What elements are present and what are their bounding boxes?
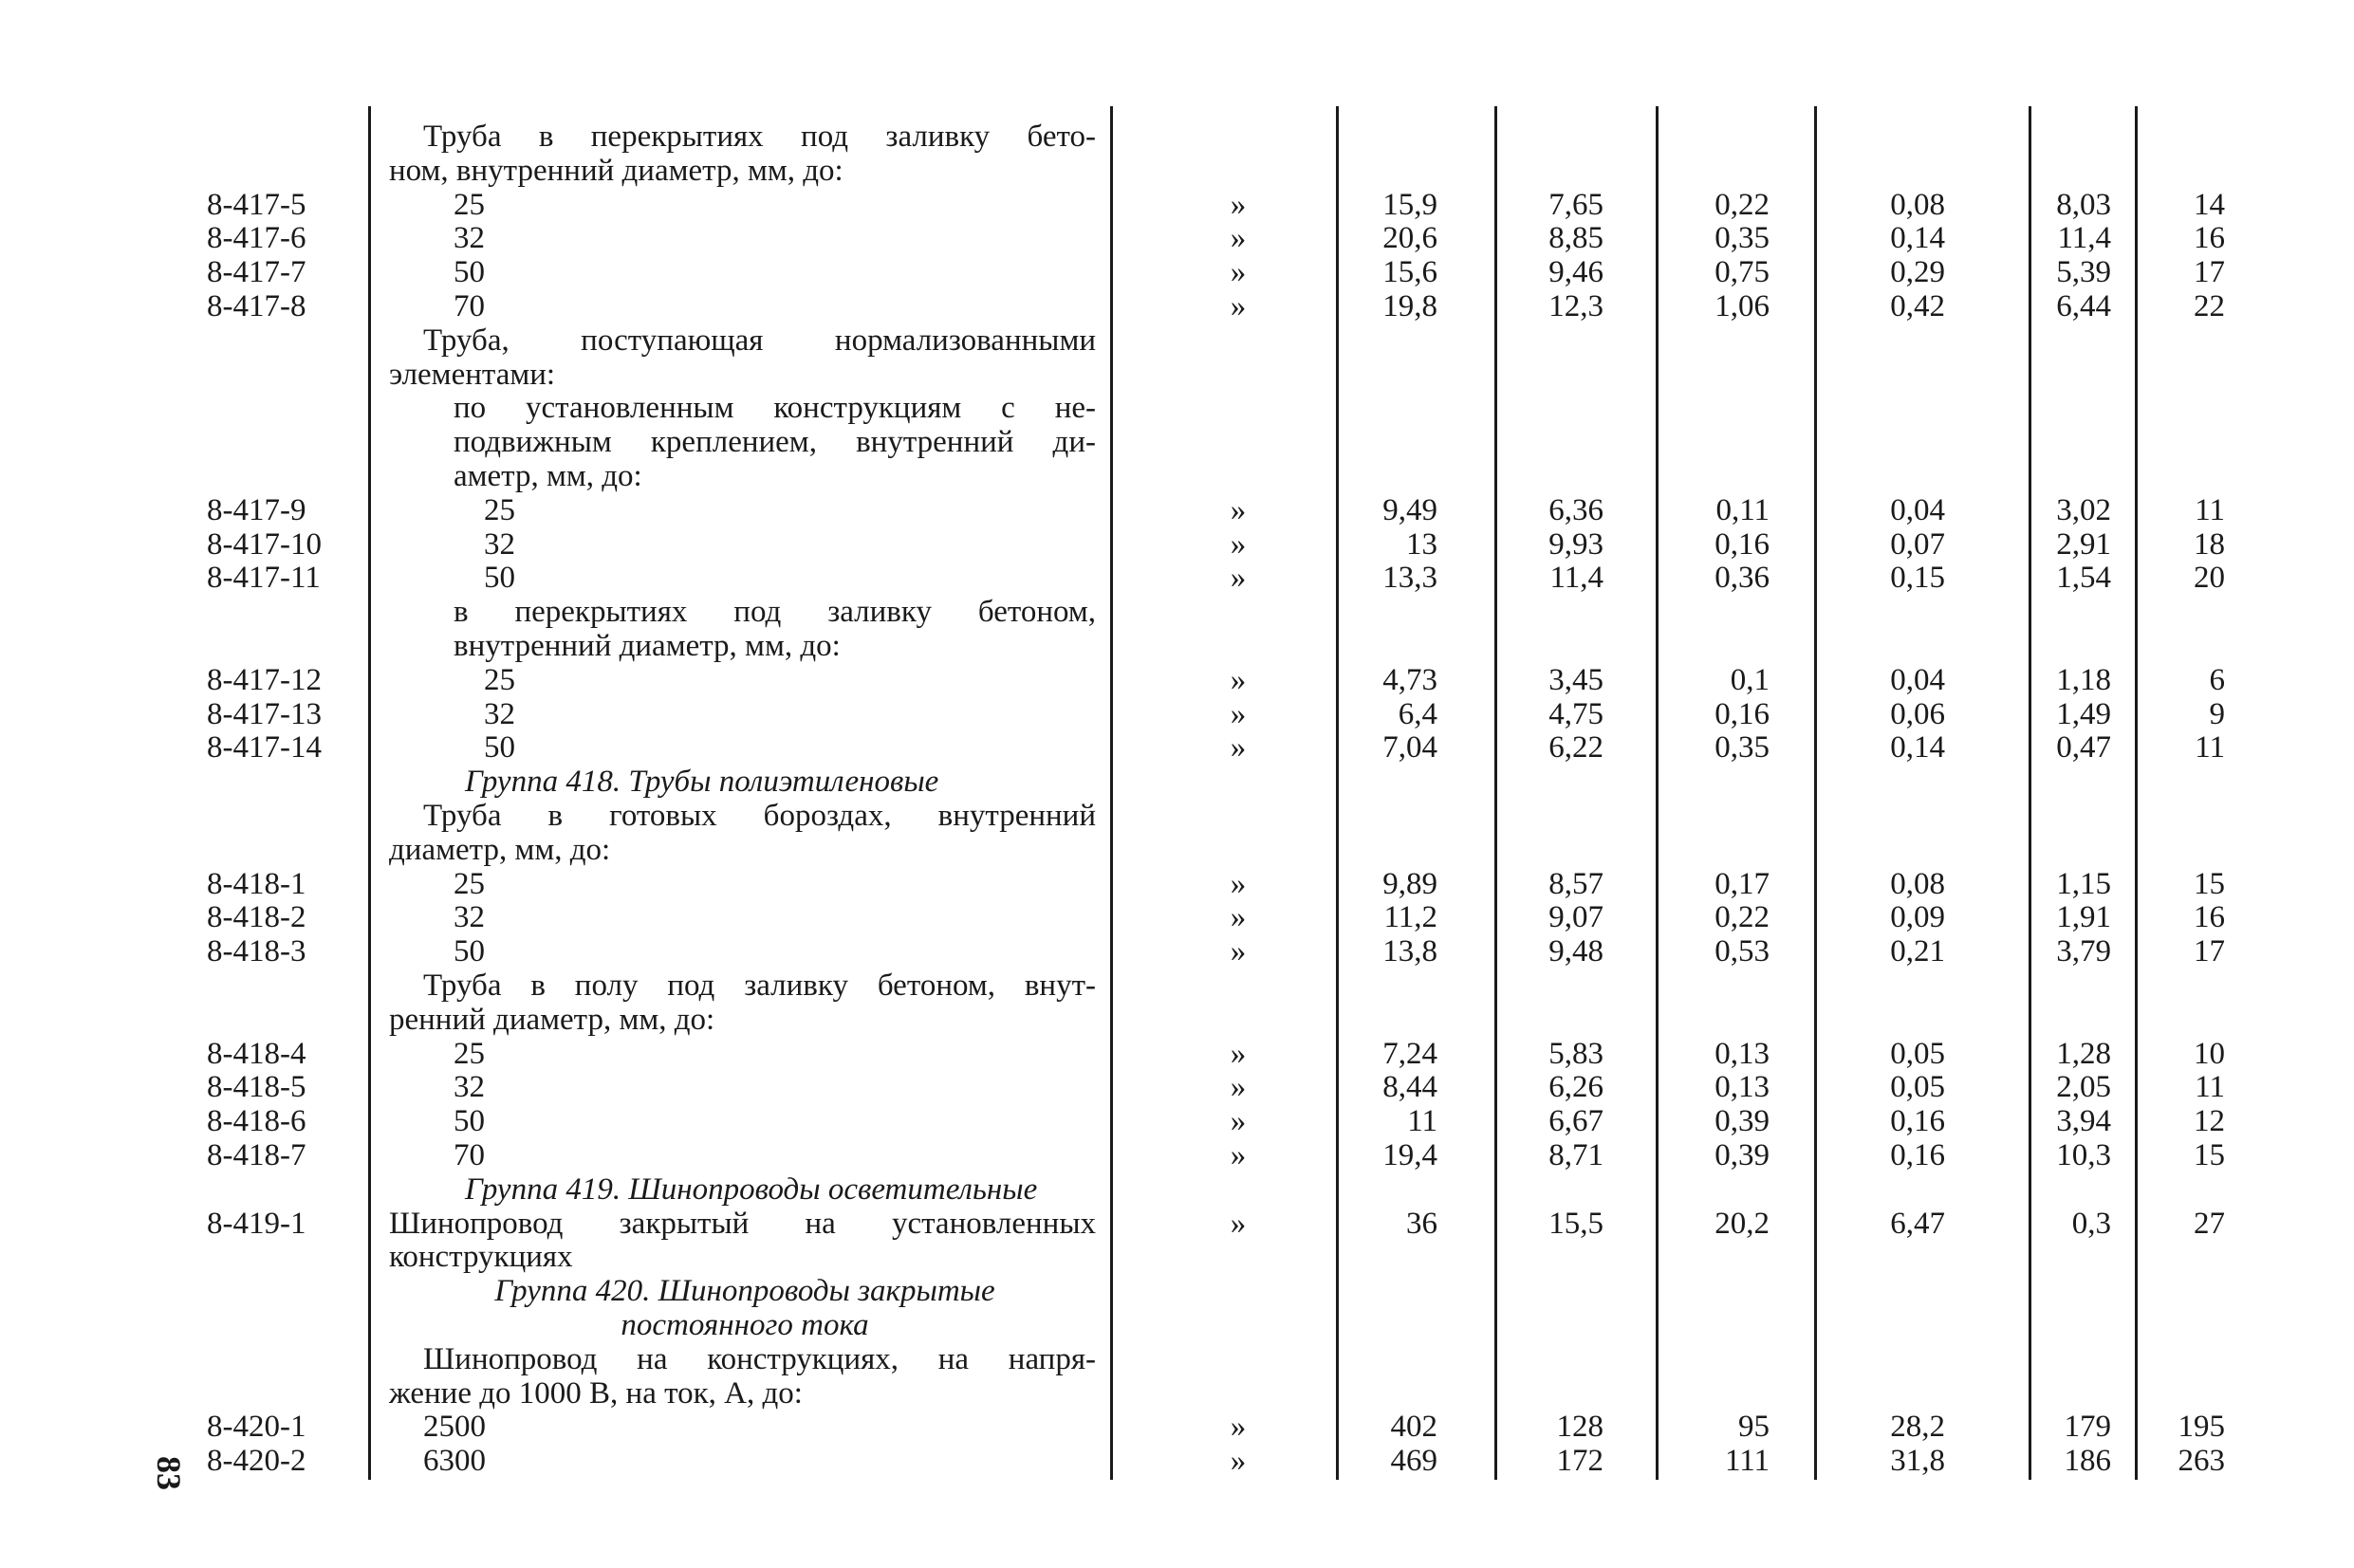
value-col-6: 14: [2194, 187, 2225, 222]
value-col-1: 15,6: [1382, 255, 1437, 290]
table-row: [0, 425, 2354, 459]
table-row: [0, 1308, 2354, 1342]
table-row: [0, 1172, 2354, 1207]
value-col-6: 22: [2194, 289, 2225, 323]
value-col-2: 5,83: [1548, 1036, 1603, 1071]
value-col-5: 1,54: [2056, 561, 2111, 596]
unit-ditto: »: [1230, 1138, 1247, 1172]
value-col-4: 0,42: [1890, 289, 1945, 323]
value-col-3: 0,36: [1715, 561, 1770, 596]
value-col-3: 111: [1724, 1444, 1770, 1479]
table-row: [0, 221, 2354, 255]
value-col-6: 195: [2178, 1410, 2225, 1445]
value-col-5: 0,3: [2071, 1206, 2111, 1241]
table-row: [0, 833, 2354, 867]
value-col-3: 0,11: [1715, 492, 1770, 527]
value-col-5: 8,03: [2056, 187, 2111, 222]
item-description: Группа 419. Шинопроводы осветительные: [465, 1171, 1038, 1207]
unit-ditto: »: [1230, 526, 1247, 562]
unit-ditto: »: [1230, 662, 1247, 697]
value-col-3: 0,22: [1715, 900, 1770, 935]
value-col-4: 0,06: [1890, 696, 1945, 731]
unit-ditto: »: [1230, 696, 1247, 731]
item-description: в перекрытиях под заливку бетоном,: [454, 595, 1096, 630]
value-col-6: 10: [2194, 1036, 2225, 1071]
value-col-6: 15: [2194, 866, 2225, 901]
item-code: 8-420-1: [207, 1410, 306, 1445]
unit-ditto: »: [1230, 255, 1247, 290]
item-code: 8-417-14: [207, 730, 322, 766]
table-row: [0, 1342, 2354, 1376]
value-col-3: 0,53: [1715, 934, 1770, 969]
table-row: [0, 697, 2354, 731]
item-code: 8-418-6: [207, 1104, 306, 1139]
value-col-5: 3,02: [2056, 492, 2111, 527]
value-col-1: 19,8: [1382, 289, 1437, 323]
table-row: [0, 1376, 2354, 1411]
value-col-2: 6,36: [1548, 492, 1603, 527]
unit-ditto: »: [1230, 866, 1247, 901]
value-col-3: 0,75: [1715, 255, 1770, 290]
value-col-4: 0,05: [1890, 1070, 1945, 1105]
unit-ditto: »: [1230, 730, 1247, 766]
value-col-2: 7,65: [1548, 187, 1603, 222]
item-description: 50: [454, 255, 485, 290]
table-row: [0, 358, 2354, 392]
value-col-2: 9,93: [1548, 526, 1603, 562]
value-col-5: 11,4: [2057, 221, 2111, 256]
item-description: 25: [454, 866, 485, 901]
item-description: конструкциях: [389, 1240, 573, 1275]
value-col-2: 3,45: [1548, 662, 1603, 697]
value-col-3: 0,17: [1715, 866, 1770, 901]
table-row: [0, 1037, 2354, 1071]
value-col-3: 0,16: [1715, 526, 1770, 562]
table-row: [0, 968, 2354, 1003]
value-col-1: 13,8: [1382, 934, 1437, 969]
value-col-2: 4,75: [1548, 696, 1603, 731]
item-description: элементами:: [389, 357, 556, 392]
value-col-2: 6,22: [1548, 730, 1603, 766]
value-col-6: 18: [2194, 526, 2225, 562]
table-row: [0, 561, 2354, 595]
value-col-3: 0,39: [1715, 1104, 1770, 1139]
value-col-5: 5,39: [2056, 255, 2111, 290]
value-col-3: 0,35: [1715, 221, 1770, 256]
table-row: [0, 900, 2354, 934]
value-col-6: 16: [2194, 221, 2225, 256]
value-col-4: 0,29: [1890, 255, 1945, 290]
value-col-4: 31,8: [1890, 1444, 1945, 1479]
table-row: [0, 1274, 2354, 1308]
unit-ditto: »: [1230, 1410, 1247, 1445]
item-description: 25: [454, 1036, 485, 1071]
value-col-1: 402: [1390, 1410, 1437, 1445]
item-description: Труба в перекрытиях под заливку бето-: [423, 120, 1096, 154]
value-col-6: 17: [2194, 934, 2225, 969]
value-col-1: 7,24: [1382, 1036, 1437, 1071]
value-col-6: 11: [2195, 492, 2225, 527]
value-col-4: 0,09: [1890, 900, 1945, 935]
item-code: 8-418-2: [207, 900, 306, 935]
item-description: аметр, мм, до:: [454, 459, 642, 493]
value-col-2: 6,26: [1548, 1070, 1603, 1105]
value-col-5: 6,44: [2056, 289, 2111, 323]
table-row: [0, 663, 2354, 697]
item-description: 32: [454, 900, 485, 935]
item-description: 50: [454, 934, 485, 969]
item-description: Труба в готовых бороздах, внутренний: [423, 799, 1096, 833]
item-description: ном, внутренний диаметр, мм, до:: [389, 153, 843, 188]
table-row: [0, 595, 2354, 629]
table-row: [0, 188, 2354, 222]
unit-ditto: »: [1230, 1206, 1247, 1241]
value-col-6: 263: [2178, 1444, 2225, 1479]
value-col-5: 2,91: [2056, 526, 2111, 562]
item-description: 32: [484, 526, 515, 562]
item-description: 70: [454, 1138, 485, 1172]
item-description: 32: [454, 221, 485, 256]
value-col-6: 11: [2195, 1070, 2225, 1105]
value-col-3: 0,1: [1730, 662, 1770, 697]
value-col-3: 0,22: [1715, 187, 1770, 222]
item-description: Шинопровод на конструкциях, на напря-: [423, 1341, 1096, 1376]
item-code: 8-417-7: [207, 255, 306, 290]
item-code: 8-417-6: [207, 221, 306, 256]
table-row: [0, 629, 2354, 663]
value-col-2: 9,46: [1548, 255, 1603, 290]
value-col-5: 186: [2064, 1444, 2111, 1479]
item-code: 8-418-3: [207, 934, 306, 969]
value-col-1: 9,89: [1382, 866, 1437, 901]
value-col-2: 15,5: [1548, 1206, 1603, 1241]
item-description: 70: [454, 289, 485, 323]
table-row: [0, 1070, 2354, 1104]
unit-ditto: »: [1230, 900, 1247, 935]
value-col-1: 8,44: [1382, 1070, 1437, 1105]
value-col-6: 27: [2194, 1206, 2225, 1241]
value-col-4: 28,2: [1890, 1410, 1945, 1445]
unit-ditto: »: [1230, 1036, 1247, 1071]
value-col-5: 1,91: [2056, 900, 2111, 935]
value-col-6: 9: [2209, 696, 2225, 731]
value-col-3: 0,39: [1715, 1138, 1770, 1172]
item-code: 8-417-10: [207, 526, 322, 562]
unit-ditto: »: [1230, 1104, 1247, 1139]
value-col-5: 3,94: [2056, 1104, 2111, 1139]
unit-ditto: »: [1230, 221, 1247, 256]
table-row: [0, 1207, 2354, 1241]
table-row: [0, 1444, 2354, 1478]
item-description: 25: [484, 492, 515, 527]
unit-ditto: »: [1230, 934, 1247, 969]
value-col-1: 4,73: [1382, 662, 1437, 697]
table-row: [0, 1410, 2354, 1444]
value-col-6: 17: [2194, 255, 2225, 290]
value-col-4: 0,08: [1890, 187, 1945, 222]
item-description: диаметр, мм, до:: [389, 832, 611, 867]
value-col-2: 172: [1556, 1444, 1603, 1479]
item-description: Группа 418. Трубы полиэтиленовые: [465, 765, 939, 800]
value-col-2: 128: [1556, 1410, 1603, 1445]
item-description: 2500: [423, 1410, 486, 1445]
table-row: [0, 730, 2354, 765]
value-col-6: 20: [2194, 561, 2225, 596]
table-row: [0, 120, 2354, 154]
value-col-2: 9,48: [1548, 934, 1603, 969]
value-col-3: 20,2: [1715, 1206, 1770, 1241]
value-col-2: 8,57: [1548, 866, 1603, 901]
item-description: Труба в полу под заливку бетоном, внут-: [423, 968, 1096, 1003]
value-col-1: 13: [1406, 526, 1437, 562]
item-description: 25: [484, 662, 515, 697]
item-code: 8-418-5: [207, 1070, 306, 1105]
value-col-4: 0,05: [1890, 1036, 1945, 1071]
value-col-1: 7,04: [1382, 730, 1437, 766]
item-code: 8-417-8: [207, 289, 306, 323]
value-col-2: 9,07: [1548, 900, 1603, 935]
value-col-1: 11,2: [1383, 900, 1437, 935]
value-col-5: 1,49: [2056, 696, 2111, 731]
item-code: 8-418-1: [207, 866, 306, 901]
table-row: [0, 1104, 2354, 1138]
unit-ditto: »: [1230, 492, 1247, 527]
value-col-2: 8,85: [1548, 221, 1603, 256]
value-col-4: 6,47: [1890, 1206, 1945, 1241]
value-col-5: 1,18: [2056, 662, 2111, 697]
value-col-6: 16: [2194, 900, 2225, 935]
value-col-3: 0,13: [1715, 1036, 1770, 1071]
value-col-4: 0,04: [1890, 662, 1945, 697]
value-col-5: 0,47: [2056, 730, 2111, 766]
value-col-3: 0,35: [1715, 730, 1770, 766]
table-row: [0, 493, 2354, 527]
item-description: 6300: [423, 1444, 486, 1479]
item-code: 8-417-13: [207, 696, 322, 731]
item-description: внутренний диаметр, мм, до:: [454, 629, 841, 663]
value-col-4: 0,04: [1890, 492, 1945, 527]
item-description: по установленным конструкциям с не-: [454, 391, 1096, 426]
unit-ditto: »: [1230, 289, 1247, 323]
unit-ditto: »: [1230, 561, 1247, 596]
value-col-1: 6,4: [1398, 696, 1437, 731]
value-col-1: 13,3: [1382, 561, 1437, 596]
value-col-4: 0,16: [1890, 1138, 1945, 1172]
value-col-5: 179: [2064, 1410, 2111, 1445]
value-col-4: 0,14: [1890, 221, 1945, 256]
value-col-1: 11: [1407, 1104, 1437, 1139]
item-description: Группа 420. Шинопроводы закрытые: [494, 1274, 995, 1309]
item-code: 8-420-2: [207, 1444, 306, 1479]
item-description: 50: [484, 561, 515, 596]
value-col-1: 469: [1390, 1444, 1437, 1479]
table-row: [0, 867, 2354, 901]
table-row: [0, 255, 2354, 289]
value-col-1: 20,6: [1382, 221, 1437, 256]
value-col-2: 8,71: [1548, 1138, 1603, 1172]
value-col-4: 0,08: [1890, 866, 1945, 901]
unit-ditto: »: [1230, 187, 1247, 222]
value-col-3: 95: [1738, 1410, 1770, 1445]
value-col-1: 15,9: [1382, 187, 1437, 222]
table-row: [0, 154, 2354, 188]
value-col-6: 11: [2195, 730, 2225, 766]
value-col-5: 1,28: [2056, 1036, 2111, 1071]
unit-ditto: »: [1230, 1070, 1247, 1105]
table-row: [0, 799, 2354, 833]
value-col-6: 6: [2209, 662, 2225, 697]
value-col-6: 15: [2194, 1138, 2225, 1172]
value-col-3: 0,16: [1715, 696, 1770, 731]
value-col-4: 0,16: [1890, 1104, 1945, 1139]
value-col-5: 10,3: [2056, 1138, 2111, 1172]
item-code: 8-417-11: [207, 561, 321, 596]
value-col-6: 12: [2194, 1104, 2225, 1139]
item-description: 32: [484, 696, 515, 731]
table-row: [0, 323, 2354, 358]
value-col-5: 1,15: [2056, 866, 2111, 901]
value-col-4: 0,15: [1890, 561, 1945, 596]
value-col-5: 2,05: [2056, 1070, 2111, 1105]
item-code: 8-419-1: [207, 1206, 306, 1241]
item-code: 8-418-7: [207, 1138, 306, 1172]
item-description: жение до 1000 В, на ток, А, до:: [389, 1375, 803, 1411]
item-description: подвижным креплением, внутренний ди-: [454, 425, 1096, 460]
table-row: [0, 1138, 2354, 1172]
value-col-4: 0,21: [1890, 934, 1945, 969]
value-col-2: 11,4: [1549, 561, 1603, 596]
page-number: 83: [150, 1456, 188, 1490]
value-col-4: 0,07: [1890, 526, 1945, 562]
item-description: постоянного тока: [621, 1308, 869, 1342]
table-row: [0, 459, 2354, 493]
item-code: 8-417-9: [207, 492, 306, 527]
table-row: [0, 934, 2354, 968]
unit-ditto: »: [1230, 1444, 1247, 1479]
value-col-3: 0,13: [1715, 1070, 1770, 1105]
table-row: [0, 391, 2354, 425]
table-row: [0, 1003, 2354, 1037]
value-col-1: 19,4: [1382, 1138, 1437, 1172]
value-col-5: 3,79: [2056, 934, 2111, 969]
item-code: 8-417-12: [207, 662, 322, 697]
item-description: Труба, поступающая нормализованными: [423, 323, 1096, 358]
table-row: [0, 1240, 2354, 1274]
item-code: 8-418-4: [207, 1036, 306, 1071]
table-row: [0, 527, 2354, 562]
value-col-3: 1,06: [1715, 289, 1770, 323]
table-row: [0, 765, 2354, 799]
item-description: 50: [454, 1104, 485, 1139]
item-code: 8-417-5: [207, 187, 306, 222]
item-description: 32: [454, 1070, 485, 1105]
item-description: Шинопровод закрытый на установленных: [389, 1206, 1096, 1241]
value-col-1: 9,49: [1382, 492, 1437, 527]
value-col-1: 36: [1406, 1206, 1437, 1241]
item-description: 25: [454, 187, 485, 222]
table-row: [0, 289, 2354, 323]
value-col-2: 6,67: [1548, 1104, 1603, 1139]
value-col-2: 12,3: [1548, 289, 1603, 323]
item-description: 50: [484, 730, 515, 766]
item-description: ренний диаметр, мм, до:: [389, 1002, 715, 1037]
value-col-4: 0,14: [1890, 730, 1945, 766]
